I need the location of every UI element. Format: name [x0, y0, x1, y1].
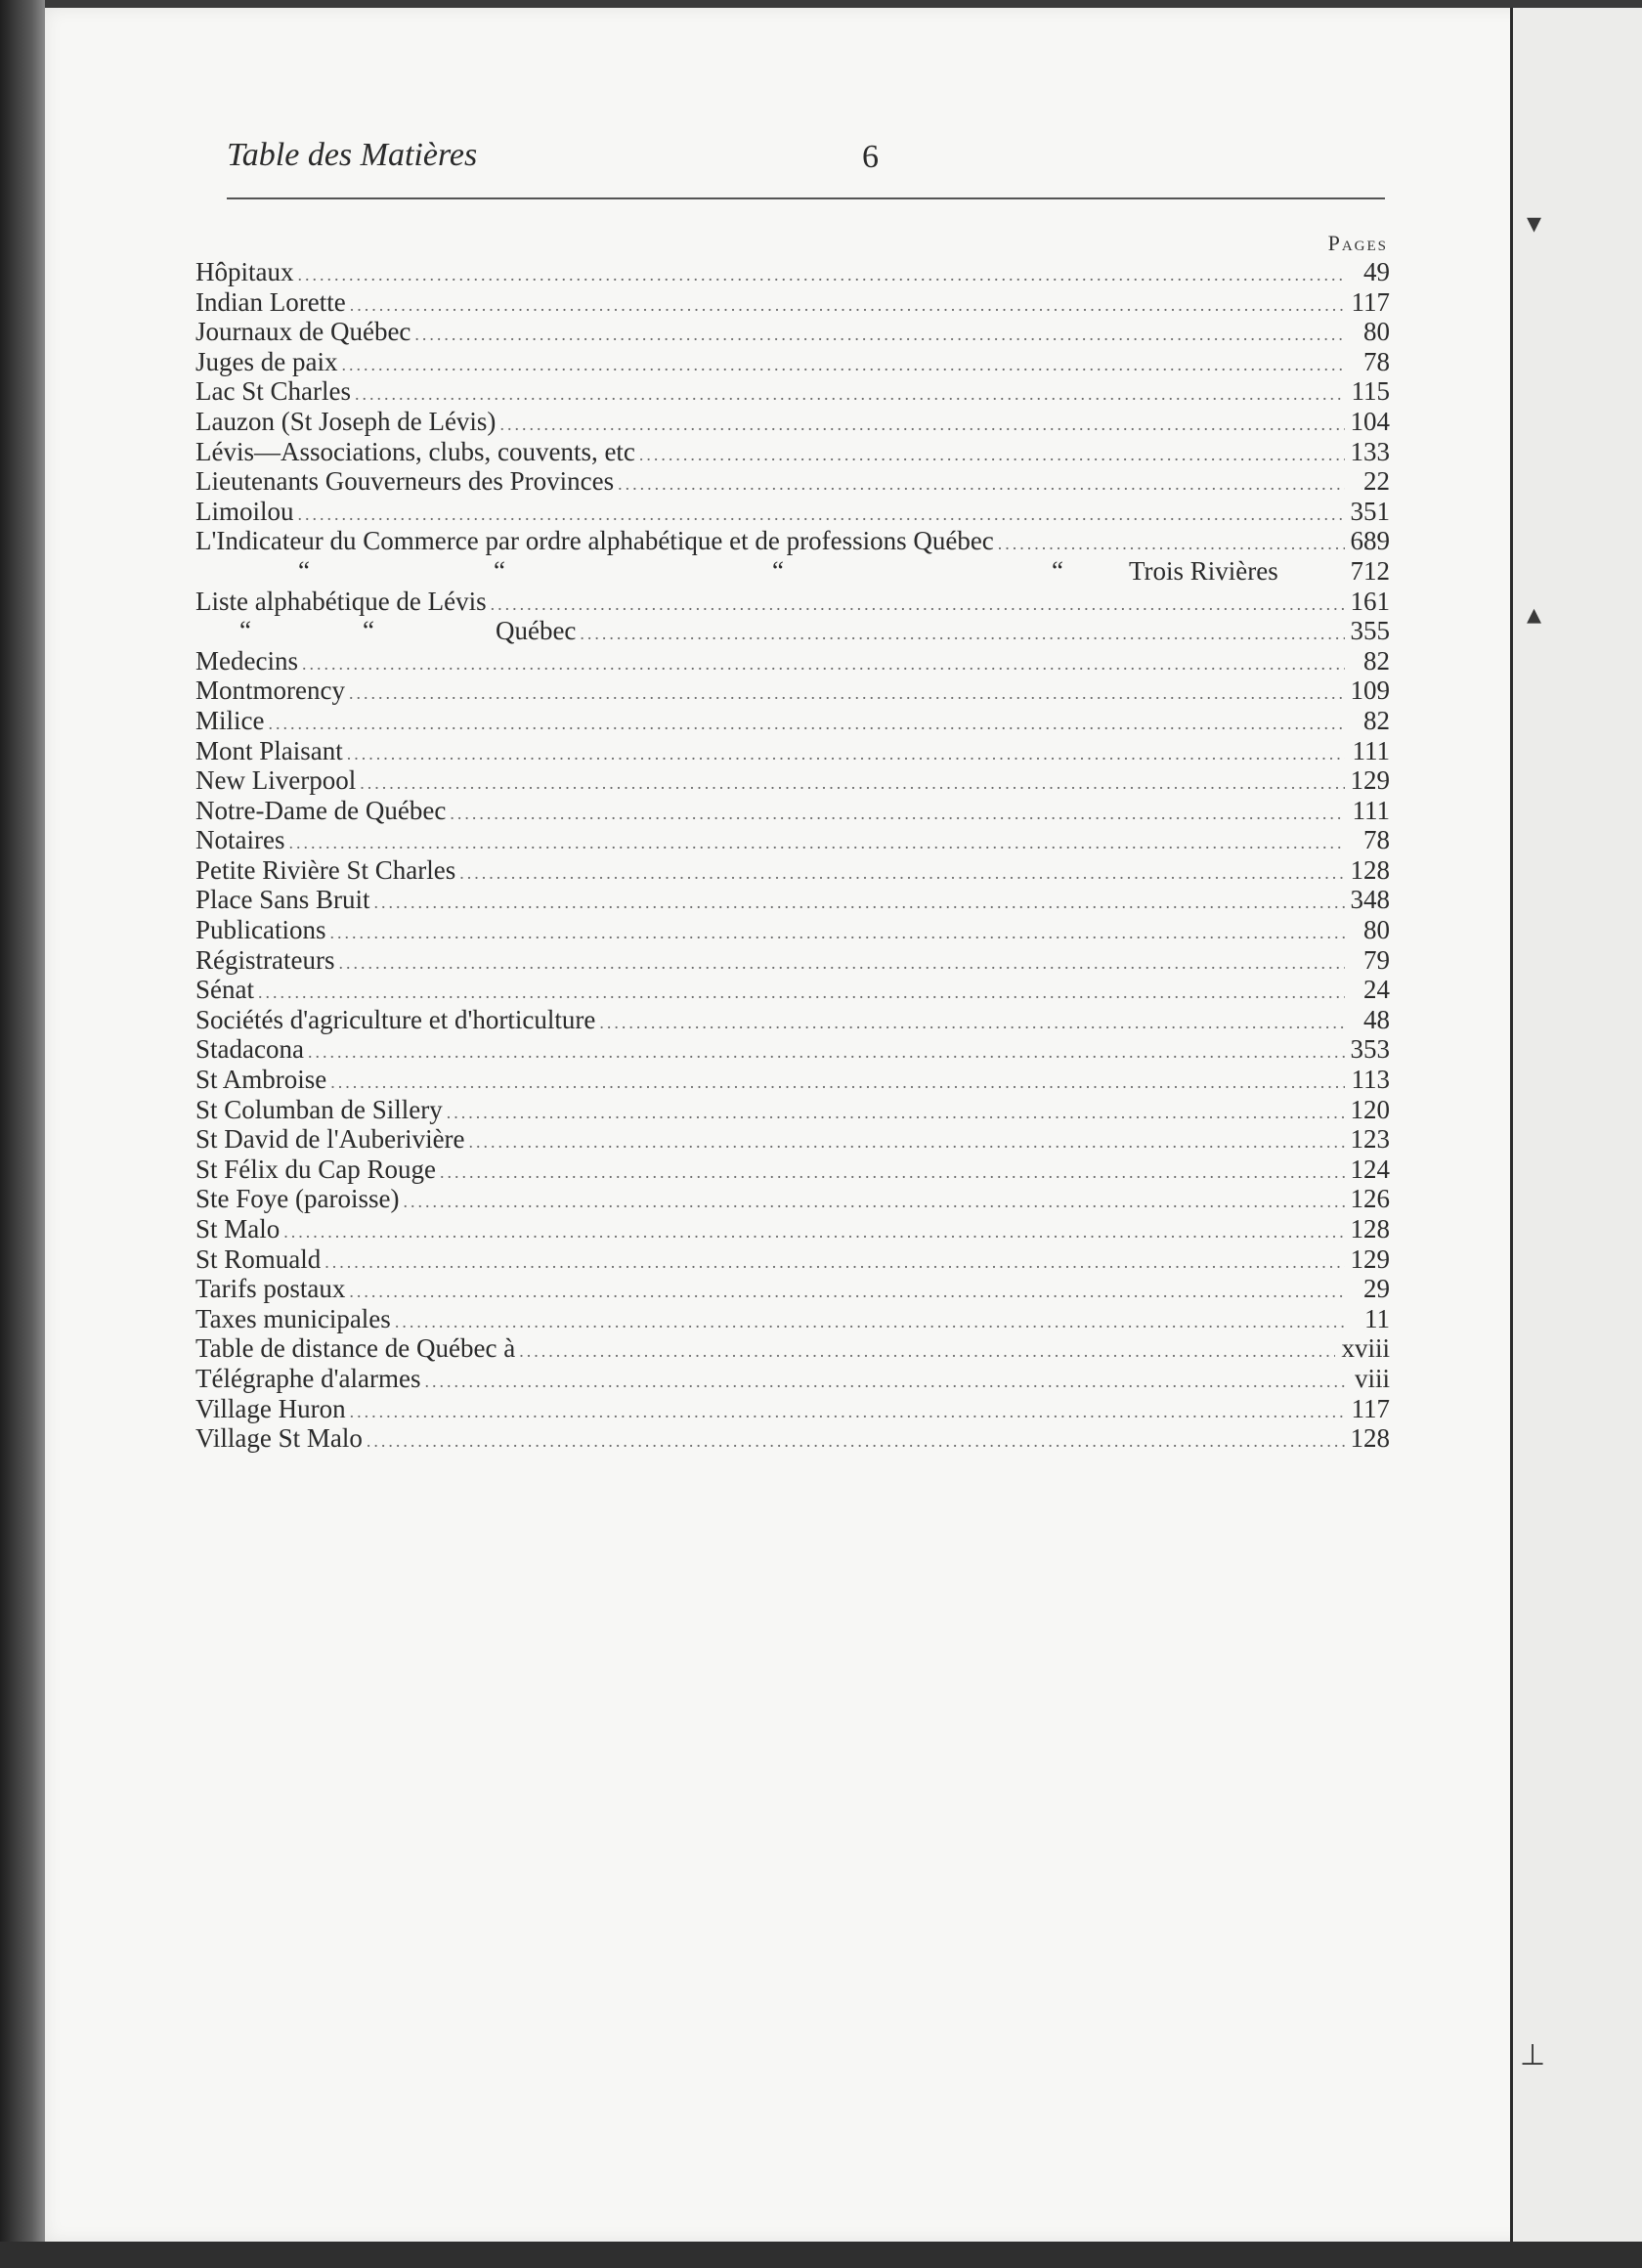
- toc-entry: [195, 1124, 1390, 1155]
- dot-leader: [403, 1192, 1344, 1212]
- toc-entry-label: Notre-Dame de Québec: [195, 795, 447, 825]
- toc-entry: [195, 975, 1390, 1005]
- toc-entry-label: Village Huron: [195, 1393, 346, 1423]
- toc-entry-label: Régistrateurs: [195, 944, 335, 975]
- toc-entry-page: 82: [1363, 705, 1390, 735]
- toc-entry-page: 104: [1350, 406, 1390, 436]
- dot-leader: [350, 1402, 1345, 1422]
- dot-leader: [324, 1252, 1344, 1273]
- toc-entry: [195, 1394, 1390, 1424]
- dot-leader: [347, 744, 1345, 764]
- ditto-mark: “: [494, 555, 505, 586]
- dot-leader: [447, 1103, 1345, 1123]
- toc-entry-label: Montmorency: [195, 676, 345, 706]
- toc-entry-label: Limoilou: [195, 496, 294, 526]
- toc-entry: [195, 1065, 1390, 1095]
- toc-entry-page: xviii: [1341, 1333, 1390, 1364]
- dot-leader: [298, 265, 1346, 285]
- dot-leader: [469, 1132, 1345, 1153]
- toc-entry: [195, 915, 1390, 945]
- dot-leader: [302, 654, 1345, 675]
- toc-entry-page: 111: [1352, 795, 1390, 825]
- toc-entry-label: Publications: [195, 915, 326, 945]
- toc-entry: [195, 646, 1390, 676]
- dot-leader: [338, 953, 1345, 974]
- dot-leader: [599, 1013, 1345, 1033]
- toc-entry-page: 120: [1350, 1094, 1390, 1124]
- toc-entry-label: Trois Rivières: [1129, 555, 1278, 586]
- dot-leader: [998, 534, 1345, 554]
- toc-entry-page: 128: [1350, 1214, 1390, 1243]
- toc-entry-label: St Ambroise: [195, 1065, 327, 1095]
- dot-leader: [330, 923, 1346, 943]
- toc-entry: [195, 1304, 1390, 1334]
- toc-entry-page: 109: [1350, 676, 1390, 706]
- toc-entry-page: viii: [1354, 1363, 1390, 1393]
- toc-entry-label: Village St Malo: [195, 1423, 363, 1454]
- toc-entry-page: 124: [1350, 1154, 1390, 1184]
- toc-entry-page: 128: [1350, 1423, 1390, 1454]
- toc-entry-label: Medecins: [195, 645, 298, 676]
- next-page-edge: [1510, 8, 1642, 2242]
- toc-entry: [195, 526, 1390, 556]
- toc-entry: [195, 825, 1390, 855]
- toc-entry-page: 80: [1363, 915, 1390, 945]
- toc-entry: [195, 676, 1390, 706]
- toc-entry: [195, 736, 1390, 766]
- dot-leader: [355, 384, 1345, 405]
- toc-entry: [195, 765, 1390, 796]
- toc-entry: [195, 437, 1390, 467]
- dot-leader: [580, 624, 1344, 644]
- page-number: 6: [862, 139, 879, 175]
- dot-leader: [288, 833, 1345, 853]
- toc-entry-page: 348: [1350, 885, 1390, 915]
- dot-leader: [341, 355, 1345, 375]
- dot-leader: [440, 1162, 1344, 1183]
- toc-entry-label: L'Indicateur du Commerce par ordre alphabétique et de professions Québec: [195, 526, 994, 556]
- toc-entry-label: Ste Foye (paroisse): [195, 1184, 400, 1214]
- toc-entry-page: 128: [1350, 854, 1390, 885]
- toc-entry: [195, 616, 1390, 646]
- toc-entry-label: St Félix du Cap Rouge: [195, 1154, 437, 1184]
- toc-entry-label: Télégraphe d'alarmes: [195, 1363, 421, 1393]
- toc-entry-label: Québec: [495, 616, 577, 646]
- toc-entry: [195, 257, 1390, 287]
- toc-entry-label: Notaires: [195, 825, 285, 855]
- toc-entry-page: 129: [1350, 1243, 1390, 1274]
- page-speck-mark: ▾: [1527, 206, 1542, 240]
- toc-entry-label: St Malo: [195, 1214, 281, 1243]
- toc-entry-page: 78: [1363, 825, 1390, 855]
- toc-entry-label: Liste alphabétique de Lévis: [195, 586, 487, 616]
- toc-entry-page: 80: [1363, 317, 1390, 347]
- page-header: [227, 137, 1385, 199]
- toc-entry-page: 712: [1350, 555, 1390, 586]
- dot-leader: [414, 325, 1345, 345]
- toc-entry-label: Tarifs postaux: [195, 1274, 346, 1304]
- toc-entry-label: Juges de paix: [195, 346, 338, 376]
- scan-bottom-border: [0, 2242, 1642, 2268]
- table-of-contents: [195, 257, 1390, 1454]
- dot-leader: [373, 893, 1344, 913]
- toc-entry: [195, 1034, 1390, 1065]
- toc-entry-label: Milice: [195, 705, 265, 735]
- pages-column-label: Pages: [1327, 231, 1388, 255]
- toc-entry: [195, 1155, 1390, 1185]
- toc-entry-page: 129: [1350, 765, 1390, 796]
- toc-entry: [195, 407, 1390, 437]
- toc-entry-label: New Liverpool: [195, 765, 357, 796]
- toc-entry: [195, 317, 1390, 347]
- toc-entry-page: 49: [1363, 257, 1390, 286]
- page-speck-mark: ▴: [1527, 597, 1542, 632]
- toc-entry-label: Hôpitaux: [195, 257, 294, 286]
- toc-entry-page: 78: [1363, 346, 1390, 376]
- toc-entry: [195, 796, 1390, 826]
- toc-entry: [195, 587, 1390, 617]
- ditto-mark: “: [298, 555, 310, 586]
- dot-leader: [268, 714, 1345, 734]
- toc-entry-label: St Romuald: [195, 1243, 322, 1274]
- toc-entry-page: 48: [1363, 1004, 1390, 1034]
- dot-leader: [360, 773, 1344, 794]
- dot-leader: [519, 1341, 1335, 1362]
- toc-entry: [195, 945, 1390, 976]
- toc-entry-page: 355: [1350, 616, 1390, 646]
- toc-entry: [195, 1364, 1390, 1394]
- dot-leader: [459, 863, 1344, 884]
- toc-entry-page: 11: [1364, 1303, 1390, 1333]
- dot-leader: [499, 414, 1344, 435]
- dot-leader: [330, 1072, 1345, 1093]
- toc-entry: [195, 1214, 1390, 1244]
- toc-entry-page: 133: [1350, 436, 1390, 466]
- toc-entry: [195, 885, 1390, 915]
- toc-entry-label: St Columban de Sillery: [195, 1094, 443, 1124]
- book-binding-shadow: [0, 0, 45, 2268]
- toc-entry-label: Lévis—Associations, clubs, couvents, etc: [195, 436, 635, 466]
- toc-entry: [195, 376, 1390, 407]
- toc-entry-label: Petite Rivière St Charles: [195, 854, 456, 885]
- toc-entry: [195, 287, 1390, 318]
- ditto-mark: “: [772, 555, 784, 586]
- toc-entry: [195, 1423, 1390, 1454]
- toc-entry-label: Mont Plaisant: [195, 735, 343, 765]
- toc-entry-page: 126: [1350, 1184, 1390, 1214]
- dot-leader: [258, 982, 1345, 1003]
- toc-entry: [195, 706, 1390, 736]
- toc-entry-page: 22: [1363, 466, 1390, 497]
- toc-entry-label: Sénat: [195, 975, 254, 1005]
- toc-entry-page: 24: [1363, 975, 1390, 1005]
- toc-entry-page: 351: [1350, 496, 1390, 526]
- toc-entry-label: Lac St Charles: [195, 376, 351, 407]
- toc-entry-page: 353: [1350, 1034, 1390, 1065]
- dot-leader: [367, 1431, 1345, 1452]
- dot-leader: [308, 1042, 1345, 1063]
- toc-entry: [195, 1095, 1390, 1125]
- toc-entry-label: Sociétés d'agriculture et d'horticulture: [195, 1004, 596, 1034]
- toc-entry-label: Place Sans Bruit: [195, 885, 370, 915]
- toc-entry-page: 161: [1350, 586, 1390, 616]
- ditto-mark: “: [362, 616, 374, 646]
- dot-leader: [349, 683, 1345, 704]
- toc-entry-page: 115: [1351, 376, 1390, 407]
- toc-entry-label: Indian Lorette: [195, 286, 346, 317]
- toc-entry: [195, 1244, 1390, 1275]
- dot-leader: [349, 1282, 1345, 1302]
- toc-entry-page: 113: [1351, 1065, 1390, 1095]
- toc-entry: [195, 497, 1390, 527]
- page-title: Table des Matières: [227, 137, 478, 173]
- toc-entry-page: 117: [1351, 1393, 1390, 1423]
- toc-entry-page: 689: [1350, 526, 1390, 556]
- dot-leader: [491, 594, 1345, 615]
- toc-entry: [195, 1274, 1390, 1304]
- toc-entry-label: St David de l'Auberivière: [195, 1124, 465, 1155]
- dot-leader: [450, 804, 1345, 824]
- toc-entry: [195, 1333, 1390, 1364]
- dot-leader: [298, 504, 1345, 525]
- toc-entry-label: Stadacona: [195, 1034, 304, 1065]
- toc-entry: [195, 466, 1390, 497]
- dot-leader: [283, 1222, 1344, 1243]
- toc-entry: [195, 1184, 1390, 1214]
- toc-entry-page: 82: [1363, 645, 1390, 676]
- toc-entry: [195, 855, 1390, 886]
- ditto-mark: “: [1052, 555, 1063, 586]
- toc-entry-page: 111: [1352, 735, 1390, 765]
- toc-entry-page: 79: [1363, 944, 1390, 975]
- toc-entry-page: 123: [1350, 1124, 1390, 1155]
- toc-entry-page: 29: [1363, 1274, 1390, 1304]
- toc-entry-label: Lieutenants Gouverneurs des Provinces: [195, 466, 615, 497]
- dot-leader: [618, 474, 1345, 495]
- dot-leader: [350, 295, 1345, 316]
- toc-entry-page: 117: [1351, 286, 1390, 317]
- toc-entry: [195, 1005, 1390, 1035]
- toc-entry-label: Lauzon (St Joseph de Lévis): [195, 406, 497, 436]
- toc-entry: [195, 347, 1390, 377]
- ditto-mark: “: [239, 616, 251, 646]
- toc-entry-label: Journaux de Québec: [195, 317, 411, 347]
- dot-leader: [425, 1372, 1346, 1392]
- toc-entry-label: Table de distance de Québec à: [195, 1333, 516, 1364]
- dot-leader: [395, 1312, 1345, 1332]
- toc-entry-label: Taxes municipales: [195, 1303, 391, 1333]
- page-speck-mark: ⊥: [1520, 2038, 1546, 2072]
- dot-leader: [639, 445, 1345, 465]
- toc-entry-ditto: [195, 556, 1390, 587]
